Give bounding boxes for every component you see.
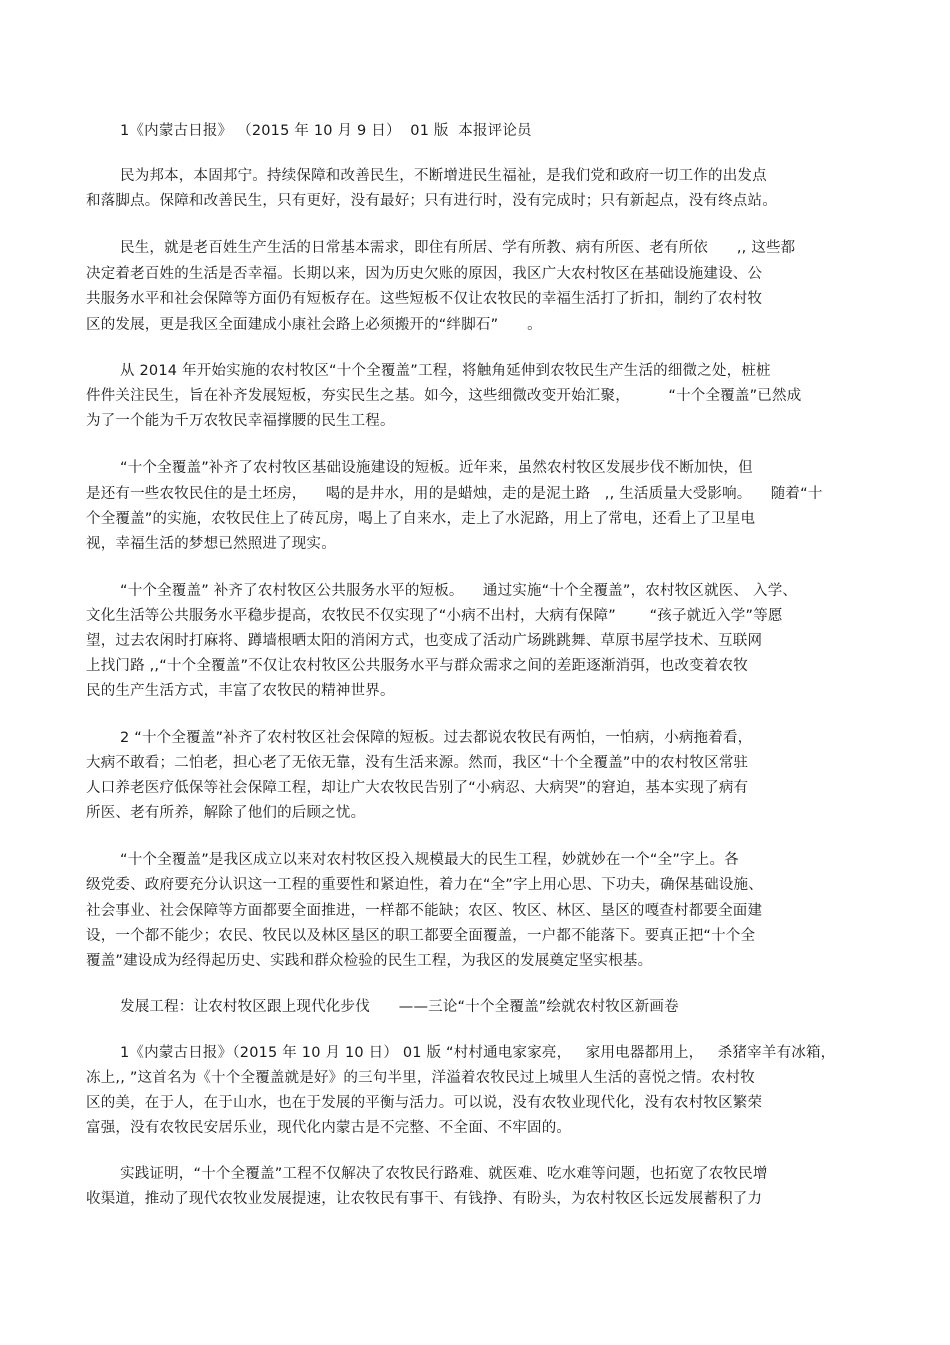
paragraph-line: “十个全覆盖”是我区成立以来对农村牧区投入规模最大的民生工程，妙就妙在一个“全”字上。各	[120, 852, 739, 868]
paragraph-line: 2 “十个全覆盖”补齐了农村牧区社会保障的短板。过去都说农牧民有两怕，一怕病，小病拖着看，	[120, 730, 753, 746]
paragraph-line: 所医、老有所养，解除了他们的后顾之忧。	[86, 805, 366, 821]
paragraph-line: 视，幸福生活的梦想已然照进了现实。	[86, 536, 336, 552]
paragraph-line: 上找门路 ,,“十个全覆盖”不仅让农村牧区公共服务水平与群众需求之间的差距逐渐消弭，也改变着农牧	[86, 658, 748, 674]
section-heading: 发展工程：让农村牧区跟上现代化步伐 ——三论“十个全覆盖”绘就农村牧区新画卷	[120, 999, 679, 1015]
paragraph-line: 决定着老百姓的生活是否幸福。长期以来，因为历史欠账的原因，我区广大农村牧区在基础设施建设、公	[86, 266, 763, 282]
paragraph-line: 民的生产生活方式，丰富了农牧民的精神世界。	[86, 683, 395, 699]
paragraph-line: 和落脚点。保障和改善民生，只有更好，没有最好；只有进行时，没有完成时；只有新起点，没有终点站。	[86, 193, 777, 209]
paragraph-line: 区的发展，更是我区全面建成小康社会路上必须搬开的“绊脚石” 。	[86, 317, 542, 333]
paragraph-line: 民生，就是老百姓生产生活的日常基本需求，即住有所居、学有所教、病有所医、老有所依 ,, 这些都	[120, 240, 796, 256]
paragraph-line: 共服务水平和社会保障等方面仍有短板存在。这些短板不仅让农牧民的幸福生活打了折扣，制约了农村牧	[86, 291, 763, 307]
paragraph-line: 望，过去农闲时打麻将、蹲墙根晒太阳的消闲方式，也变成了活动广场跳跳舞、草原书屋学技术、互联网	[86, 633, 763, 649]
paragraph-line: 大病不敢看；二怕老，担心老了无依无靠，没有生活来源。然而，我区“十个全覆盖”中的农村牧区常驻	[86, 755, 749, 771]
paragraph-line: 社会事业、社会保障等方面都要全面推进，一样都不能缺；农区、牧区、林区、垦区的嘎查村都要全面建	[86, 903, 763, 919]
paragraph-line: 冻上,, ”这首名为《十个全覆盖就是好》的三句半里，洋溢着农牧民过上城里人生活的喜悦之情。农村牧	[86, 1070, 755, 1086]
paragraph-line: “十个全覆盖” 补齐了农村牧区公共服务水平的短板。 通过实施“十个全覆盖”，农村牧区就医、 入学、	[120, 583, 798, 599]
paragraph-line: 从 2014 年开始实施的农村牧区“十个全覆盖”工程，将触角延伸到农牧民生产生活的细微之处，桩桩	[120, 363, 771, 379]
paragraph-line: 富强，没有农牧民安居乐业，现代化内蒙古是不完整、不全面、不牢固的。	[86, 1120, 572, 1136]
paragraph-line: 设，一个都不能少；农民、牧民以及林区垦区的职工都要全面覆盖，一户都不能落下。要真正把“十个全	[86, 928, 756, 944]
paragraph-line: 区的美，在于人，在于山水，也在于发展的平衡与活力。可以说，没有农牧业现代化，没有农村牧区繁荣	[86, 1095, 763, 1111]
source-line: 1《内蒙古日报》 （2015 年 10 月 9 日） 01 版 本报评论员	[120, 123, 532, 139]
paragraph-line: 覆盖”建设成为经得起历史、实践和群众检验的民生工程，为我区的发展奠定坚实根基。	[86, 953, 653, 969]
paragraph-line: 级党委、政府要充分认识这一工程的重要性和紧迫性，着力在“全”字上用心思、下功夫，确保基础设施、	[86, 877, 763, 893]
paragraph-line: 实践证明，“十个全覆盖”工程不仅解决了农牧民行路难、就医难、吃水难等问题，也拓宽了农牧民增	[120, 1166, 768, 1182]
paragraph-line: “十个全覆盖”补齐了农村牧区基础设施建设的短板。近年来，虽然农村牧区发展步伐不断加快，但	[120, 460, 753, 476]
paragraph-line: 民为邦本，本固邦宁。持续保障和改善民生，不断增进民生福祉，是我们党和政府一切工作的出发点	[120, 168, 767, 184]
paragraph-line: 为了一个能为千万农牧民幸福撑腰的民生工程。	[86, 413, 395, 429]
paragraph-line: 个全覆盖”的实施，农牧民住上了砖瓦房，喝上了自来水，走上了水泥路，用上了常电，还看上了卫星电	[86, 511, 756, 527]
paragraph-line: 文化生活等公共服务水平稳步提高，农牧民不仅实现了“小病不出村，大病有保障” “孩子就近入学”等愿	[86, 608, 783, 624]
paragraph-line: 收渠道，推动了现代农牧业发展提速，让农牧民有事干、有钱挣、有盼头，为农村牧区长远发展蓄积了力	[86, 1191, 763, 1207]
paragraph-line: 件件关注民生，旨在补齐发展短板，夯实民生之基。如今，这些细微改变开始汇聚， “十个全覆盖”已然成	[86, 388, 802, 404]
paragraph-line: 是还有一些农牧民住的是土坯房， 喝的是井水，用的是蜡烛，走的是泥土路 ,, 生活质量大受影响。 随着“十	[86, 486, 823, 502]
source-line: 1《内蒙古日报》（2015 年 10 月 10 日） 01 版 “村村通电家家亮， 家用电器都用上， 杀猪宰羊有冰箱，	[120, 1045, 836, 1061]
paragraph-line: 人口养老医疗低保等社会保障工程，却让广大农牧民告别了“小病忍、大病哭”的窘迫，基本实现了病有	[86, 780, 749, 796]
